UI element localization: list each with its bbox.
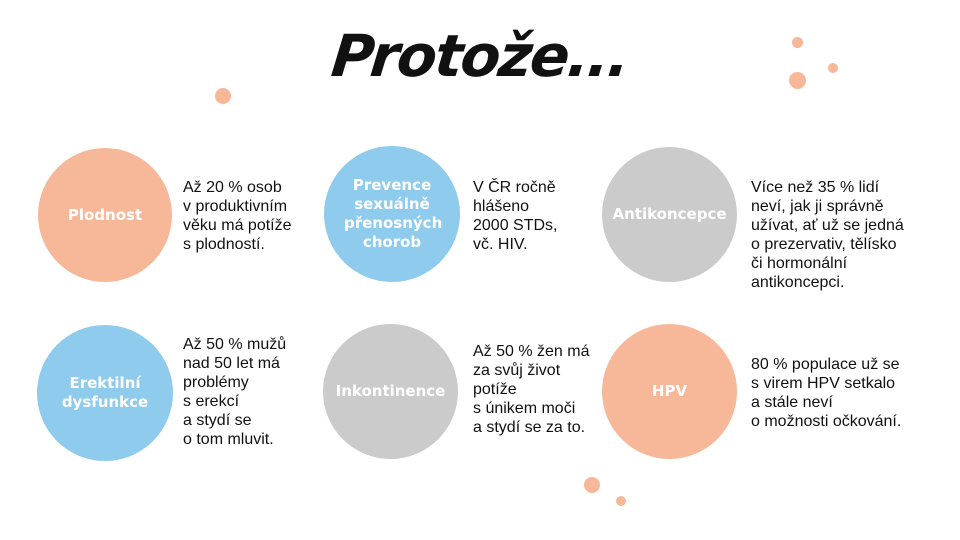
card-text-plodnost: Až 20 % osob v produktivním věku má potíže s plodností.: [183, 179, 292, 253]
card-text-erektilni: Až 50 % mužů nad 50 let má problémy s erekcí a stydí se o tom mluvit.: [183, 336, 287, 448]
decor-dot: [616, 496, 626, 506]
decor-dot: [584, 477, 600, 493]
circle-label: Prevence sexuálně přenosných chorob: [344, 176, 443, 251]
circle-label: Erektilní dysfunkce: [61, 374, 149, 411]
circle-plodnost: [38, 148, 172, 282]
circle-label: Inkontinence: [335, 382, 446, 400]
decor-dot: [215, 88, 231, 104]
circle-antikoncepce: [602, 147, 737, 282]
circle-label: HPV: [651, 382, 688, 400]
circle-erektilni: [37, 325, 173, 461]
circle-label: Plodnost: [67, 205, 143, 224]
circle-label: Antikoncepce: [612, 205, 727, 223]
circle-prevence: [324, 146, 460, 282]
decor-dot: [792, 37, 803, 48]
card-text-inkontinence: Až 50 % žen má za svůj život potíže s únikem moči a stydí se za to.: [473, 343, 590, 436]
circle-inkontinence: [323, 324, 458, 459]
decor-dot: [789, 72, 806, 89]
slide-title: Protože...: [328, 22, 632, 90]
decor-dot: [828, 63, 838, 73]
circle-hpv: [602, 324, 737, 459]
card-text-antikoncepce: Více než 35 % lidí neví, jak ji správně užívat, ať už se jedná o prezervativ, tělísko či hormonální antikoncepci.: [751, 179, 904, 291]
card-text-prevence: V ČR ročně hlášeno 2000 STDs, vč. HIV.: [473, 179, 558, 253]
card-text-hpv: 80 % populace už se s virem HPV setkalo a stále neví o možnosti očkování.: [751, 356, 902, 430]
